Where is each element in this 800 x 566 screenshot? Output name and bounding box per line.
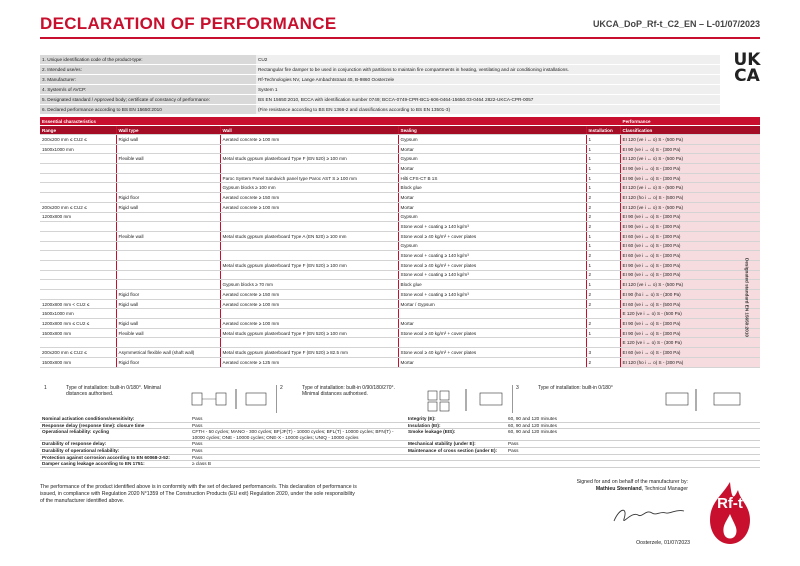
col-installation: Installation: [586, 126, 620, 135]
classification-cell: EI 60 (ve i ↔ o) S - (300 Pa): [620, 251, 760, 261]
info-value: Rectangular fire damper to be used in conjunction with partitions to maintain fire compartments in heating, ventilating and air conditioning installations.: [256, 65, 720, 75]
perf-right-value: Pass: [506, 441, 760, 448]
classification-cell: EI 90 (ve i ↔ o) S - (300 Pa): [620, 173, 760, 183]
installation-diagram-1: [190, 387, 270, 413]
range-cell: [40, 164, 116, 174]
range-cell: [40, 260, 116, 270]
wall-type-cell: Flexible wall: [116, 328, 220, 338]
wall-type-cell: [116, 338, 220, 348]
perf-key: Damper casing leakage according to EN 1751:: [40, 461, 190, 468]
installation-cell: 2: [586, 222, 620, 232]
classification-cell: EI 60 (ve i ↔ o) S - (300 Pa): [620, 231, 760, 241]
info-value: BS EN 15650:2010, BCCA with identification number 0749; BCCA-0749-CPR-BC1-606-0464-15650.03-0464 2822-UKCA-CPR-0057: [256, 95, 720, 105]
perf-right-key: [406, 461, 506, 468]
wall-type-cell: [116, 260, 220, 270]
perf-right-key: Mechanical stability (under E):: [406, 441, 506, 448]
side-note-text: Designated standard EN 15650:2010: [744, 258, 750, 337]
sealing-cell: Stone wool + coating ≥ 140 kg/m³: [398, 251, 586, 261]
sealing-cell: Mortar: [398, 202, 586, 212]
installation-cell: 2: [586, 299, 620, 309]
table-section-header: [40, 117, 760, 126]
ukca-mark-line-2: CA: [734, 66, 760, 86]
col-wall-type: Wall type: [116, 126, 220, 135]
perf-value: CFTH - 50 cycles; MANO - 300 cycles; BF(JF(T) - 10000 cycles; BFL(T) - 10000 cycles; BFN(T) - 10000 cycles; ONE - 10000 cycles; ONE-X - 10000 cycles; UNIQ - 10000 cycles: [190, 429, 406, 441]
wall-cell: [220, 212, 398, 222]
sealing-cell: Hilti CFS-CT B 1S: [398, 173, 586, 183]
table-row: [40, 202, 760, 212]
sealing-cell: Stone wool ≥ 40 kg/m³ + cover plates: [398, 348, 586, 358]
col-classification: Classification: [620, 126, 760, 135]
range-cell: [40, 222, 116, 232]
wall-type-cell: [116, 280, 220, 290]
type-number: 3: [516, 385, 519, 391]
performance-label: Performance: [620, 117, 760, 126]
wall-cell: Aerated concrete ≥ 125 mm: [220, 357, 398, 367]
classification-cell: EI 120 (ve i ↔ o) S - (500 Pa): [620, 280, 760, 290]
performance-table: [40, 416, 760, 468]
range-cell: 200x200 mm ≤ CU2 ≤: [40, 202, 116, 212]
perf-right-value: 60, 90 and 120 minutes: [506, 422, 760, 429]
installation-diagram-2: [426, 387, 506, 413]
table-row: [40, 193, 760, 203]
sealing-cell: Stone wool + coating ≥ 140 kg/m³: [398, 270, 586, 280]
table-row: [40, 280, 760, 290]
wall-type-cell: [116, 251, 220, 261]
installation-cell: 1: [586, 183, 620, 193]
type-number: 1: [44, 385, 47, 391]
table-row: [40, 241, 760, 251]
sealing-cell: Gypsum: [398, 212, 586, 222]
wall-cell: Aerated concrete ≥ 100 mm: [220, 319, 398, 329]
type-number: 2: [280, 385, 283, 391]
classification-cell: EI 60 (ve i ↔ o) S - (500 Pa): [620, 299, 760, 309]
table-row: [40, 348, 760, 358]
side-note: [737, 258, 751, 345]
table-row: [40, 357, 760, 367]
wall-type-cell: Flexible wall: [116, 231, 220, 241]
classification-cell: EI 120 (ho i ↔ o) S - (300 Pa): [620, 357, 760, 367]
installation-cell: 1: [586, 173, 620, 183]
perf-value: ≥ class B: [190, 461, 406, 468]
installation-type-2: [276, 385, 513, 413]
logo-text: Rf-t: [717, 495, 743, 512]
classification-cell: EI 60 (ve i ↔ o) S - (300 Pa): [620, 348, 760, 358]
info-value: (Fire resistance according to BS EN 1366-2 and classifications according to BS EN 13501-3): [256, 105, 720, 115]
perf-key: Nominal activation conditions/sensitivity:: [40, 416, 190, 422]
info-key: 3. Manufacturer:: [40, 75, 256, 85]
table-row: [40, 290, 760, 300]
installation-cell: 2: [586, 202, 620, 212]
wall-type-cell: Flexible wall: [116, 154, 220, 164]
table-row: [40, 309, 760, 319]
classification-cell: EI 120 (ve i ↔ o) S - (500 Pa): [620, 154, 760, 164]
range-cell: [40, 183, 116, 193]
range-cell: 1500x800 mm: [40, 357, 116, 367]
col-sealing: Sealing: [398, 126, 586, 135]
range-cell: 1500x1000 mm: [40, 144, 116, 154]
classification-cell: EI 90 (ho i ↔ o) S - (300 Pa): [620, 290, 760, 300]
wall-cell: Aerated concrete ≥ 100 mm: [220, 135, 398, 145]
table-row: [40, 270, 760, 280]
perf-right-key: [406, 454, 506, 461]
perf-row: [40, 461, 760, 468]
wall-cell: [220, 251, 398, 261]
info-key: 4. System/s of AVCP:: [40, 85, 256, 95]
perf-right-value: Pass: [506, 447, 760, 454]
range-cell: [40, 290, 116, 300]
perf-key: Operational reliability: cycling: [40, 429, 190, 441]
range-cell: 1200x800 mm: [40, 212, 116, 222]
info-row: [40, 105, 720, 115]
installation-type-1: [40, 385, 277, 413]
perf-row: [40, 441, 760, 448]
wall-type-cell: Rigid floor: [116, 290, 220, 300]
installation-cell: 3: [586, 348, 620, 358]
perf-key: Protection against corrosion according to EN 60068-2-52:: [40, 454, 190, 461]
table-row: [40, 251, 760, 261]
wall-type-cell: [116, 270, 220, 280]
wall-cell: Aerated concrete ≥ 150 mm: [220, 290, 398, 300]
installation-cell: 1: [586, 231, 620, 241]
table-column-header: [40, 126, 760, 135]
perf-right-value: 60, 90 and 120 minutes: [506, 416, 760, 422]
range-cell: [40, 251, 116, 261]
sealing-cell: Mortar: [398, 144, 586, 154]
wall-cell: Gypsum blocks ≥ 70 mm: [220, 280, 398, 290]
info-row: [40, 95, 720, 105]
info-value: Rf-Technologies NV, Lange Ambachtstraat 40, B-9860 Oosterzele: [256, 75, 720, 85]
installation-cell: [586, 338, 620, 348]
type-description: Type of installation: built-in 0/180°: [538, 385, 613, 391]
sealing-cell: Stone wool + coating ≥ 140 kg/m³: [398, 222, 586, 232]
wall-type-cell: Rigid wall: [116, 202, 220, 212]
installation-cell: 2: [586, 193, 620, 203]
wall-type-cell: Rigid wall: [116, 135, 220, 145]
classification-cell: EI 90 (ve i ↔ o) S - (300 Pa): [620, 319, 760, 329]
range-cell: 1200x800 mm < CU2 ≤: [40, 299, 116, 309]
rft-logo: [700, 478, 760, 548]
info-key: 2. Intended use/es:: [40, 65, 256, 75]
page-title: DECLARATION OF PERFORMANCE: [40, 14, 337, 33]
info-row: [40, 75, 720, 85]
col-range: Range: [40, 126, 116, 135]
wall-cell: Paroc System Panel Sandwich panel type Paroc AST S ≥ 100 mm: [220, 173, 398, 183]
wall-cell: [220, 338, 398, 348]
place-date: Oosterzele, 01/07/2023: [636, 540, 690, 546]
sealing-cell: Mortar: [398, 357, 586, 367]
perf-right-key: Smoke leakage (EIS):: [406, 429, 506, 441]
installation-cell: 2: [586, 319, 620, 329]
range-cell: 1200x800 mm ≤ CU2 ≤: [40, 319, 116, 329]
perf-row: [40, 454, 760, 461]
range-cell: [40, 231, 116, 241]
info-row: [40, 65, 720, 75]
wall-type-cell: Asymmetrical flexible wall (shaft wall): [116, 348, 220, 358]
type-description: Type of installation: built-in 0/90/180/270°. Minimal distances authorised.: [302, 385, 395, 397]
classification-cell: EI 120 (ve i ↔ o) S - (500 Pa): [620, 135, 760, 145]
sealing-cell: Stone wool ≥ 40 kg/m³ + cover plates: [398, 328, 586, 338]
wall-type-cell: [116, 164, 220, 174]
sealing-cell: Mortar: [398, 193, 586, 203]
perf-row: [40, 422, 760, 429]
perf-right-value: 60, 90 and 120 minutes: [506, 429, 760, 441]
sealing-cell: [398, 309, 586, 319]
type-description: Type of installation: built-in 0/180°. Minimal distances authorised.: [66, 385, 161, 397]
sealing-cell: Block glue: [398, 183, 586, 193]
range-cell: [40, 193, 116, 203]
classification-cell: EI 90 (ve i ↔ o) S - (300 Pa): [620, 212, 760, 222]
title-divider: [40, 37, 760, 39]
sealing-cell: Stone wool ≥ 40 kg/m³ + cover plates: [398, 260, 586, 270]
perf-key: Durability of operational reliability:: [40, 447, 190, 454]
info-row: [40, 85, 720, 95]
perf-row: [40, 429, 760, 441]
installation-cell: 1: [586, 164, 620, 174]
classification-cell: EI 90 (ve i ↔ o) S - (300 Pa): [620, 328, 760, 338]
signed-intro: Signed for and on behalf of the manufacturer by:: [576, 479, 688, 485]
perf-value: Pass: [190, 416, 406, 422]
wall-cell: [220, 164, 398, 174]
wall-cell: Gypsum blocks ≥ 100 mm: [220, 183, 398, 193]
sealing-cell: Gypsum: [398, 241, 586, 251]
classification-cell: EI 60 (ve i ↔ o) S - (300 Pa): [620, 241, 760, 251]
info-key: 5. Designated standard / Approved body; certificate of constancy of performance:: [40, 95, 256, 105]
table-row: [40, 154, 760, 164]
info-key: 1. Unique identification code of the product-type:: [40, 55, 256, 65]
installation-cell: 1: [586, 144, 620, 154]
table-row: [40, 183, 760, 193]
range-cell: 200x200 mm ≤ CU2 ≤: [40, 135, 116, 145]
installation-cell: 2: [586, 357, 620, 367]
installation-cell: 1: [586, 280, 620, 290]
perf-key: Response delay (response time): closure time: [40, 422, 190, 429]
classification-cell: EI 120 (ho i ↔ o) S - (500 Pa): [620, 193, 760, 203]
table-row: [40, 338, 760, 348]
wall-type-cell: [116, 144, 220, 154]
sealing-cell: Gypsum: [398, 154, 586, 164]
wall-cell: Aerated concrete ≥ 100 mm: [220, 202, 398, 212]
wall-cell: [220, 309, 398, 319]
sealing-cell: [398, 338, 586, 348]
wall-cell: Metal studs gypsum plasterboard Type A (EN 520) ≥ 100 mm: [220, 231, 398, 241]
wall-type-cell: [116, 309, 220, 319]
wall-cell: [220, 270, 398, 280]
wall-type-cell: [116, 212, 220, 222]
sealing-cell: Mortar: [398, 164, 586, 174]
perf-right-key: Insulation (EI):: [406, 422, 506, 429]
perf-value: Pass: [190, 454, 406, 461]
installation-types: [40, 385, 760, 415]
wall-type-cell: [116, 183, 220, 193]
perf-right-value: [506, 454, 760, 461]
section-label: Essential characteristics: [40, 117, 620, 126]
installation-cell: 1: [586, 241, 620, 251]
perf-value: Pass: [190, 422, 406, 429]
wall-cell: [220, 144, 398, 154]
table-row: [40, 231, 760, 241]
sealing-cell: Stone wool + coating ≥ 140 kg/m³: [398, 290, 586, 300]
handwritten-signature: [610, 501, 690, 531]
wall-cell: Aerated concrete ≥ 150 mm: [220, 193, 398, 203]
sealing-cell: Gypsum: [398, 135, 586, 145]
ukca-mark: [730, 52, 764, 84]
installation-cell: 1: [586, 328, 620, 338]
range-cell: [40, 338, 116, 348]
sealing-cell: Stone wool ≥ 40 kg/m³ + cover plates: [398, 231, 586, 241]
essential-characteristics-table: [40, 117, 760, 368]
table-row: [40, 260, 760, 270]
range-cell: [40, 154, 116, 164]
wall-cell: Metal studs gypsum plasterboard Type F (EN 520) ≥ 100 mm: [220, 328, 398, 338]
range-cell: [40, 280, 116, 290]
wall-type-cell: Rigid wall: [116, 299, 220, 309]
classification-cell: EI 120 (ve i ↔ o) S - (500 Pa): [620, 183, 760, 193]
signature-block: [538, 479, 688, 492]
installation-cell: 1: [586, 154, 620, 164]
classification-cell: EI 90 (ve i ↔ o) S - (300 Pa): [620, 222, 760, 232]
range-cell: 1500x1000 mm: [40, 309, 116, 319]
table-row: [40, 164, 760, 174]
range-cell: 200x200 mm ≤ CU2 ≤: [40, 348, 116, 358]
perf-right-key: Maintenance of cross section (under E):: [406, 447, 506, 454]
sealing-cell: Block glue: [398, 280, 586, 290]
perf-key: Durability of response delay:: [40, 441, 190, 448]
document-reference: UKCA_DoP_Rf-t_C2_EN – L-01/07/2023: [592, 19, 760, 29]
installation-diagram-3: [662, 387, 752, 413]
table-row: [40, 212, 760, 222]
installation-cell: [586, 309, 620, 319]
classification-cell: EI 90 (ve i ↔ o) S - (300 Pa): [620, 144, 760, 154]
wall-type-cell: Rigid floor: [116, 193, 220, 203]
wall-cell: Metal studs gypsum plasterboard Type F (EN 520) ≥ 100 mm: [220, 260, 398, 270]
info-value: System 1: [256, 85, 720, 95]
installation-type-3: [512, 385, 760, 413]
perf-right-key: Integrity (E):: [406, 416, 506, 422]
table-row: [40, 319, 760, 329]
range-cell: 1500x800 mm: [40, 328, 116, 338]
installation-cell: 2: [586, 290, 620, 300]
perf-value: Pass: [190, 441, 406, 448]
classification-cell: EI 90 (ve i ↔ o) S - (300 Pa): [620, 164, 760, 174]
installation-cell: 1: [586, 260, 620, 270]
classification-cell: E 120 (ve i ↔ o) S - (500 Pa): [620, 309, 760, 319]
col-wall: Wall: [220, 126, 398, 135]
classification-cell: EI 90 (ve i ↔ o) S - (300 Pa): [620, 270, 760, 280]
table-row: [40, 328, 760, 338]
info-key: 6. Declared performance according to BS EN 15650:2010: [40, 105, 256, 115]
wall-cell: Metal studs gypsum plasterboard Type F (EN 520) ≥ 100 mm: [220, 154, 398, 164]
signer-name: Mathieu Steenland: [595, 485, 642, 492]
range-cell: [40, 173, 116, 183]
perf-row: [40, 447, 760, 454]
classification-cell: E 120 (ve i ↔ o) S - (300 Pa): [620, 338, 760, 348]
wall-cell: [220, 241, 398, 251]
wall-type-cell: Rigid wall: [116, 319, 220, 329]
wall-type-cell: [116, 173, 220, 183]
info-value: CU2: [256, 55, 720, 65]
wall-type-cell: [116, 241, 220, 251]
table-row: [40, 173, 760, 183]
classification-cell: EI 90 (ve i ↔ o) S - (300 Pa): [620, 260, 760, 270]
perf-right-value: [506, 461, 760, 468]
signer-line: [538, 486, 688, 493]
range-cell: [40, 241, 116, 251]
installation-cell: 2: [586, 212, 620, 222]
installation-cell: 2: [586, 270, 620, 280]
table-row: [40, 222, 760, 232]
info-row: [40, 55, 720, 65]
perf-value: Pass: [190, 447, 406, 454]
classification-cell: EI 120 (ve i ↔ o) S - (500 Pa): [620, 202, 760, 212]
installation-cell: 1: [586, 135, 620, 145]
wall-cell: [220, 222, 398, 232]
wall-type-cell: [116, 222, 220, 232]
range-cell: [40, 270, 116, 280]
ukca-mark-line-1: UK: [733, 50, 761, 70]
signer-role: , Technical Manager: [641, 485, 688, 492]
table-row: [40, 299, 760, 309]
wall-type-cell: Rigid floor: [116, 357, 220, 367]
sealing-cell: Mortar: [398, 319, 586, 329]
declaration-statement: The performance of the product identified above is in conformity with the set of declared performance/s. This declaration of performance is issued, in compliance with Regulation 2020 N°1359 of The Construction Products (EU exit) Regulation 2020, under the sole responsibility of the manufacturer identified above.: [40, 484, 357, 504]
wall-cell: Metal studs gypsum plasterboard Type F (EN 520) ≥ 82.5 mm: [220, 348, 398, 358]
wall-cell: Aerated concrete ≥ 100 mm: [220, 299, 398, 309]
table-row: [40, 144, 760, 154]
table-row: [40, 135, 760, 145]
product-info-table: [40, 55, 720, 115]
installation-cell: 2: [586, 251, 620, 261]
sealing-cell: Mortar / Gypsum: [398, 299, 586, 309]
